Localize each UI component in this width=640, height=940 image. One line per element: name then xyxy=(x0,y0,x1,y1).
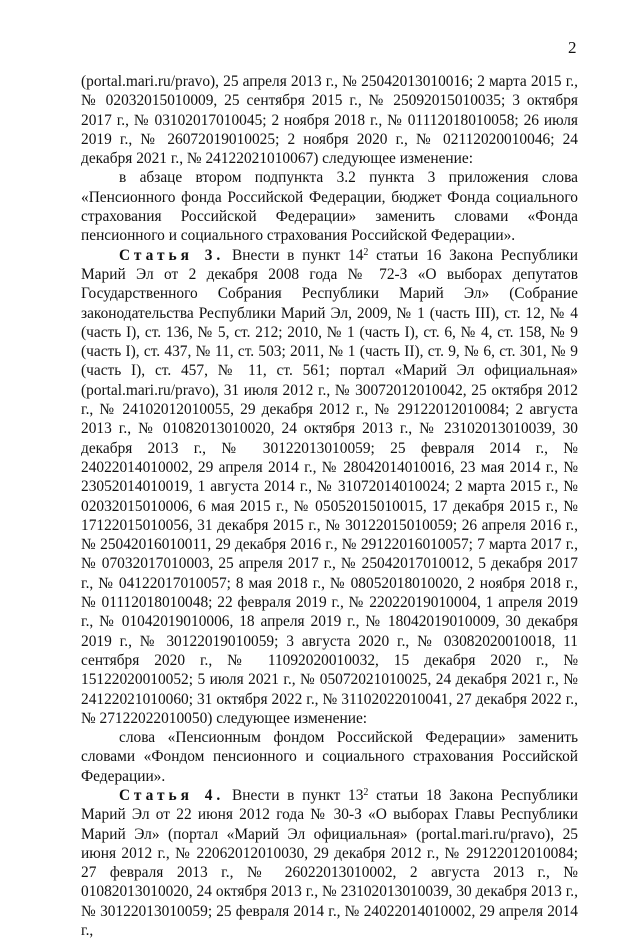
paragraph-replacement xyxy=(81,728,578,786)
paragraph-article-3 xyxy=(81,246,578,728)
paragraph-amendment xyxy=(81,168,578,245)
paragraph-text: слова «Пенсионным фондом Российской Федерации» заменить словами «Фондом пенсионного и социального страхования Российской Федерации». xyxy=(81,729,578,785)
paragraph-text: статьи 18 Закона Республики Марий Эл от 22 июня 2012 года № 30-З «О выборах Главы Республики Марий Эл» (портал «Марий Эл официальная» (portal.mari.ru/pravo), 25 июня 2012 г., № 22062012010030, 29 декабря 2012 г., № 29122012010084; 27 февраля 2013 г., № 26022013010002, 2 августа 2013 г., № 01082013010020, 24 октября 2013 г., № 23102013010039, 30 декабря 2013 г., № 30122013010059; 25 февраля 2014 г., № 24022014010002, 29 апреля 2014 г., xyxy=(81,786,578,940)
paragraph-lead: Внести в пункт 13 xyxy=(224,786,364,804)
paragraph-continuation xyxy=(81,72,578,168)
article-heading: Статья 3. xyxy=(119,246,225,264)
paragraph-text: статьи 16 Закона Республики Марий Эл от 2 декабря 2008 года № 72-З «О выборах депутатов Государственного Собрания Республики Марий Эл» (Собрание законодательства Республики Марий Эл, 2009, № 1 (часть III), ст. 12, № 4 (часть I), ст. 136, № 5, ст. 212; 2010, № 1 (часть I), ст. 6, № 4, ст. 158, № 9 (часть I), ст. 437, № 11, ст. 503; 2011, № 1 (часть II), ст. 9, № 6, ст. 301, № 9 (часть I), ст. 457, № 11, ст. 561; портал «Марий Эл официальная» (portal.mari.ru/pravo), 31 июля 2012 г., № 30072012010042, 25 октября 2012 г., № 24102012010055, 29 декабря 2012 г., № 29122012010084; 2 августа 2013 г., № 01082013010020, 24 октября 2013 г., № 23102013010039, 30 декабря 2013 г., № 30122013010059; 25 февраля 2014 г., № 24022014010002, 29 апреля 2014 г., № 28042014010016, 23 мая 2014 г., № 23052014010019, 1 августа 2014 г., № 31072014010024; 2 марта 2015 г., № 02032015010006, 6 мая 2015 г., № 05052015010015, 17 декабря 2015 г., № 17122015010056, 31 декабря 2015 г., № 30122015010059; 26 апреля 2016 г., № 25042016010011, 29 декабря 2016 г., № 29122016010057; 7 марта 2017 г., № 07032017010003, 25 апреля 2017 г., № 25042017010012, 5 декабря 2017 г., № 04122017010057; 8 мая 2018 г., № 08052018010020, 2 ноября 2018 г., № 01112018010048; 22 февраля 2019 г., № 22022019010004, 1 апреля 2019 г., № 01042019010006, 18 апреля 2019 г., № 18042019010009, 30 декабря 2019 г., № 30122019010059; 3 августа 2020 г., № 03082020010018, 11 сентября 2020 г., № 11092020010032, 15 декабря 2020 г., № 15122020010052; 5 июля 2021 г., № 05072021010025, 24 декабря 2021 г., № 24122021010060; 31 октября 2022 г., № 31102022010041, 27 декабря 2022 г., № 27122022010050) следующее изменение: xyxy=(81,246,578,727)
superscript: 2 xyxy=(363,786,369,798)
paragraph-article-4 xyxy=(81,786,578,940)
paragraph-text: в абзаце втором подпункта 3.2 пункта 3 приложения слова «Пенсионного фонда Российской Федерации, бюджет Фонда социального страхования Российской Федерации» заменить словами «Фонда пенсионного и социального страхования Российской Федерации». xyxy=(81,169,578,245)
paragraph-lead: Внести в пункт 14 xyxy=(224,246,364,264)
superscript: 2 xyxy=(363,246,369,258)
paragraph-text: (portal.mari.ru/pravo), 25 апреля 2013 г., № 25042013010016; 2 марта 2015 г., № 02032015010009, 25 сентября 2015 г., № 25092015010035; 3 октября 2017 г., № 03102017010045; 2 ноября 2018 г., № 01112018010058; 26 июля 2019 г., № 26072019010025; 2 ноября 2020 г., № 02112020010046; 24 декабря 2021 г., № 24122021010067) следующее изменение: xyxy=(81,73,578,168)
document-body xyxy=(81,72,578,940)
page-number: 2 xyxy=(568,38,577,57)
article-heading: Статья 4. xyxy=(119,786,225,804)
